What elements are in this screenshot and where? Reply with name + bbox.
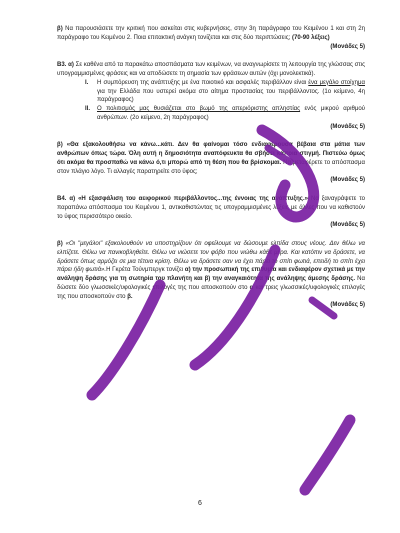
question-text: Σε καθένα από τα παρακάτω αποσπάσματα των κειμένων, να αναγνωρίσετε τη λειτουργία της γλώσσας στις υπογραμμισμένες φράσεις και να αποδώσετε τη σημασία των φράσεων αυτών (όχι μονολεκτικά). (57, 62, 366, 77)
points-label: (Μονάδες 5) (330, 302, 365, 309)
question-text: Να παρουσιάσετε την κριτική που ασκείται στις κυβερνήσεις, στην 3η παράγραφο του Κειμένου 1 και στη 2η παράγραφο του Κειμένου 2. Ποια επιτακτική ανάγκη τονίζεται και στις δύο περιπτώσεις; (57, 26, 365, 41)
task-bold: α) την προσωπική της επιθυμία και ενδιαφέρον σχετικά με την ανάληψη δράσης για τη σωτηρία του πλανήτη και β) την αναγκαιότητα της ανάληψης άμεσης δράσης. (57, 267, 365, 282)
question-label: β) (57, 26, 63, 32)
points-label: (Μονάδες 5) (330, 123, 365, 130)
item-number: I. (85, 79, 89, 86)
watermark-stroke (305, 420, 350, 490)
excerpt-item-1 (57, 79, 365, 105)
question-label: β) (57, 241, 63, 247)
question-text: Να δώσετε δύο γλωσσικές/υφολογικές επιλογές της που αποσκοπούν στο (57, 276, 365, 291)
option-b: β. (127, 293, 133, 300)
word-limit: (70-90 λέξεις) (292, 34, 330, 41)
excerpt-post: για την Ελλάδα που υστερεί ακόμα στο αίτημα προστασίας του περιβάλλοντος. (1ο κείμενο, 4η παράγραφος) (97, 88, 365, 104)
excerpt-pre: Η συμπόρευση της ανάπτυξης με ένα ποιοτικό και ασφαλές περιβάλλον είναι (97, 79, 309, 86)
question-mid: Η Γκρέτα Τούνμπεργκ τονίζει (106, 267, 185, 274)
underlined-phrase: ένα μεγάλο στοίχημα (308, 79, 366, 86)
question-b4b (57, 240, 365, 301)
question-b4a (57, 195, 365, 221)
points-label: (Μονάδες 5) (330, 222, 365, 229)
question-label: β) (57, 142, 63, 149)
points-label: (Μονάδες 5) (330, 43, 365, 50)
question-label: Β3. α) (57, 62, 74, 69)
question-beta-1 (57, 25, 365, 43)
item-number: II. (85, 106, 91, 112)
option-a: α (249, 284, 254, 291)
page-content (57, 25, 365, 310)
excerpt-post: ενός μικρού αριθμού ανθρώπων. (2ο κείμενο, 2η παράγραφος) (97, 106, 365, 121)
underlined-phrase: Ο πολιτισμός μας θυσιάζεται στο βωμό της απεριόριστης απληστίας (97, 106, 301, 112)
question-and: και τρεις γλωσσικές/υφολογικές επιλογές της που αποσκοπούν στο (57, 284, 366, 300)
quote-text: «Η εξασφάλιση του αειφορικού περιβάλλοντος...της έννοιας της ανάπτυξης.» (75, 196, 308, 202)
question-b3b (57, 141, 365, 176)
page-number: 6 (198, 500, 202, 507)
question-label: Β4. α) (57, 196, 76, 202)
question-b3a (57, 61, 365, 79)
quote-italic: «Οι "μεγάλοι" εξακολουθούν να υποστηρίζουν ότι οφείλουμε να δώσουμε ελπίδα στους νέους. Δεν θέλω να ελπίζετε. Θέλω να πανικοβληθείτε. Θέλω να νιώσετε τον φόβο που νιώθω κάθε μέρα. Και κατόπιν να δράσετε, να δράσετε όπως αρμόζει σε μια τέτοια κρίση. Θέλω να δράσετε σαν να έχει πάρει το σπίτι φωτιά, επειδή το σπίτι έχει πάρει ήδη φωτιά». (57, 241, 365, 274)
quote-text: «Θα εξακολουθήσω να κάνω...κάτι. Δεν θα φαίνομαι τόσο ενδιαφέρουσα βέβαια στα μάτια των ανθρώπων όπως τώρα. Όλη αυτή η δημοσιότητα αναπόφευκτα θα σβήσει κάποια στιγμή. Πιστεύω όμως ότι ακόμα θα προσπαθώ να κάνω ό,τι μπορώ από τη θέση που θα βρίσκομαι. (57, 142, 365, 166)
question-text: Να μεταφέρετε το απόσπασμα στον πλάγιο λόγο. Τι αλλαγές παρατηρείτε στο ύφος; (57, 159, 365, 175)
points-label: (Μονάδες 5) (330, 177, 365, 184)
question-text: Να ξαναγράψετε το παραπάνω απόσπασμα του Κειμένου 1, αντικαθιστώντας τις υπογραμμισμένες λέξεις με άλλες που να καθιστούν το ύφος περισσότερο οικείο. (57, 196, 365, 220)
excerpt-list (57, 79, 365, 123)
excerpt-item-2 (57, 105, 365, 123)
